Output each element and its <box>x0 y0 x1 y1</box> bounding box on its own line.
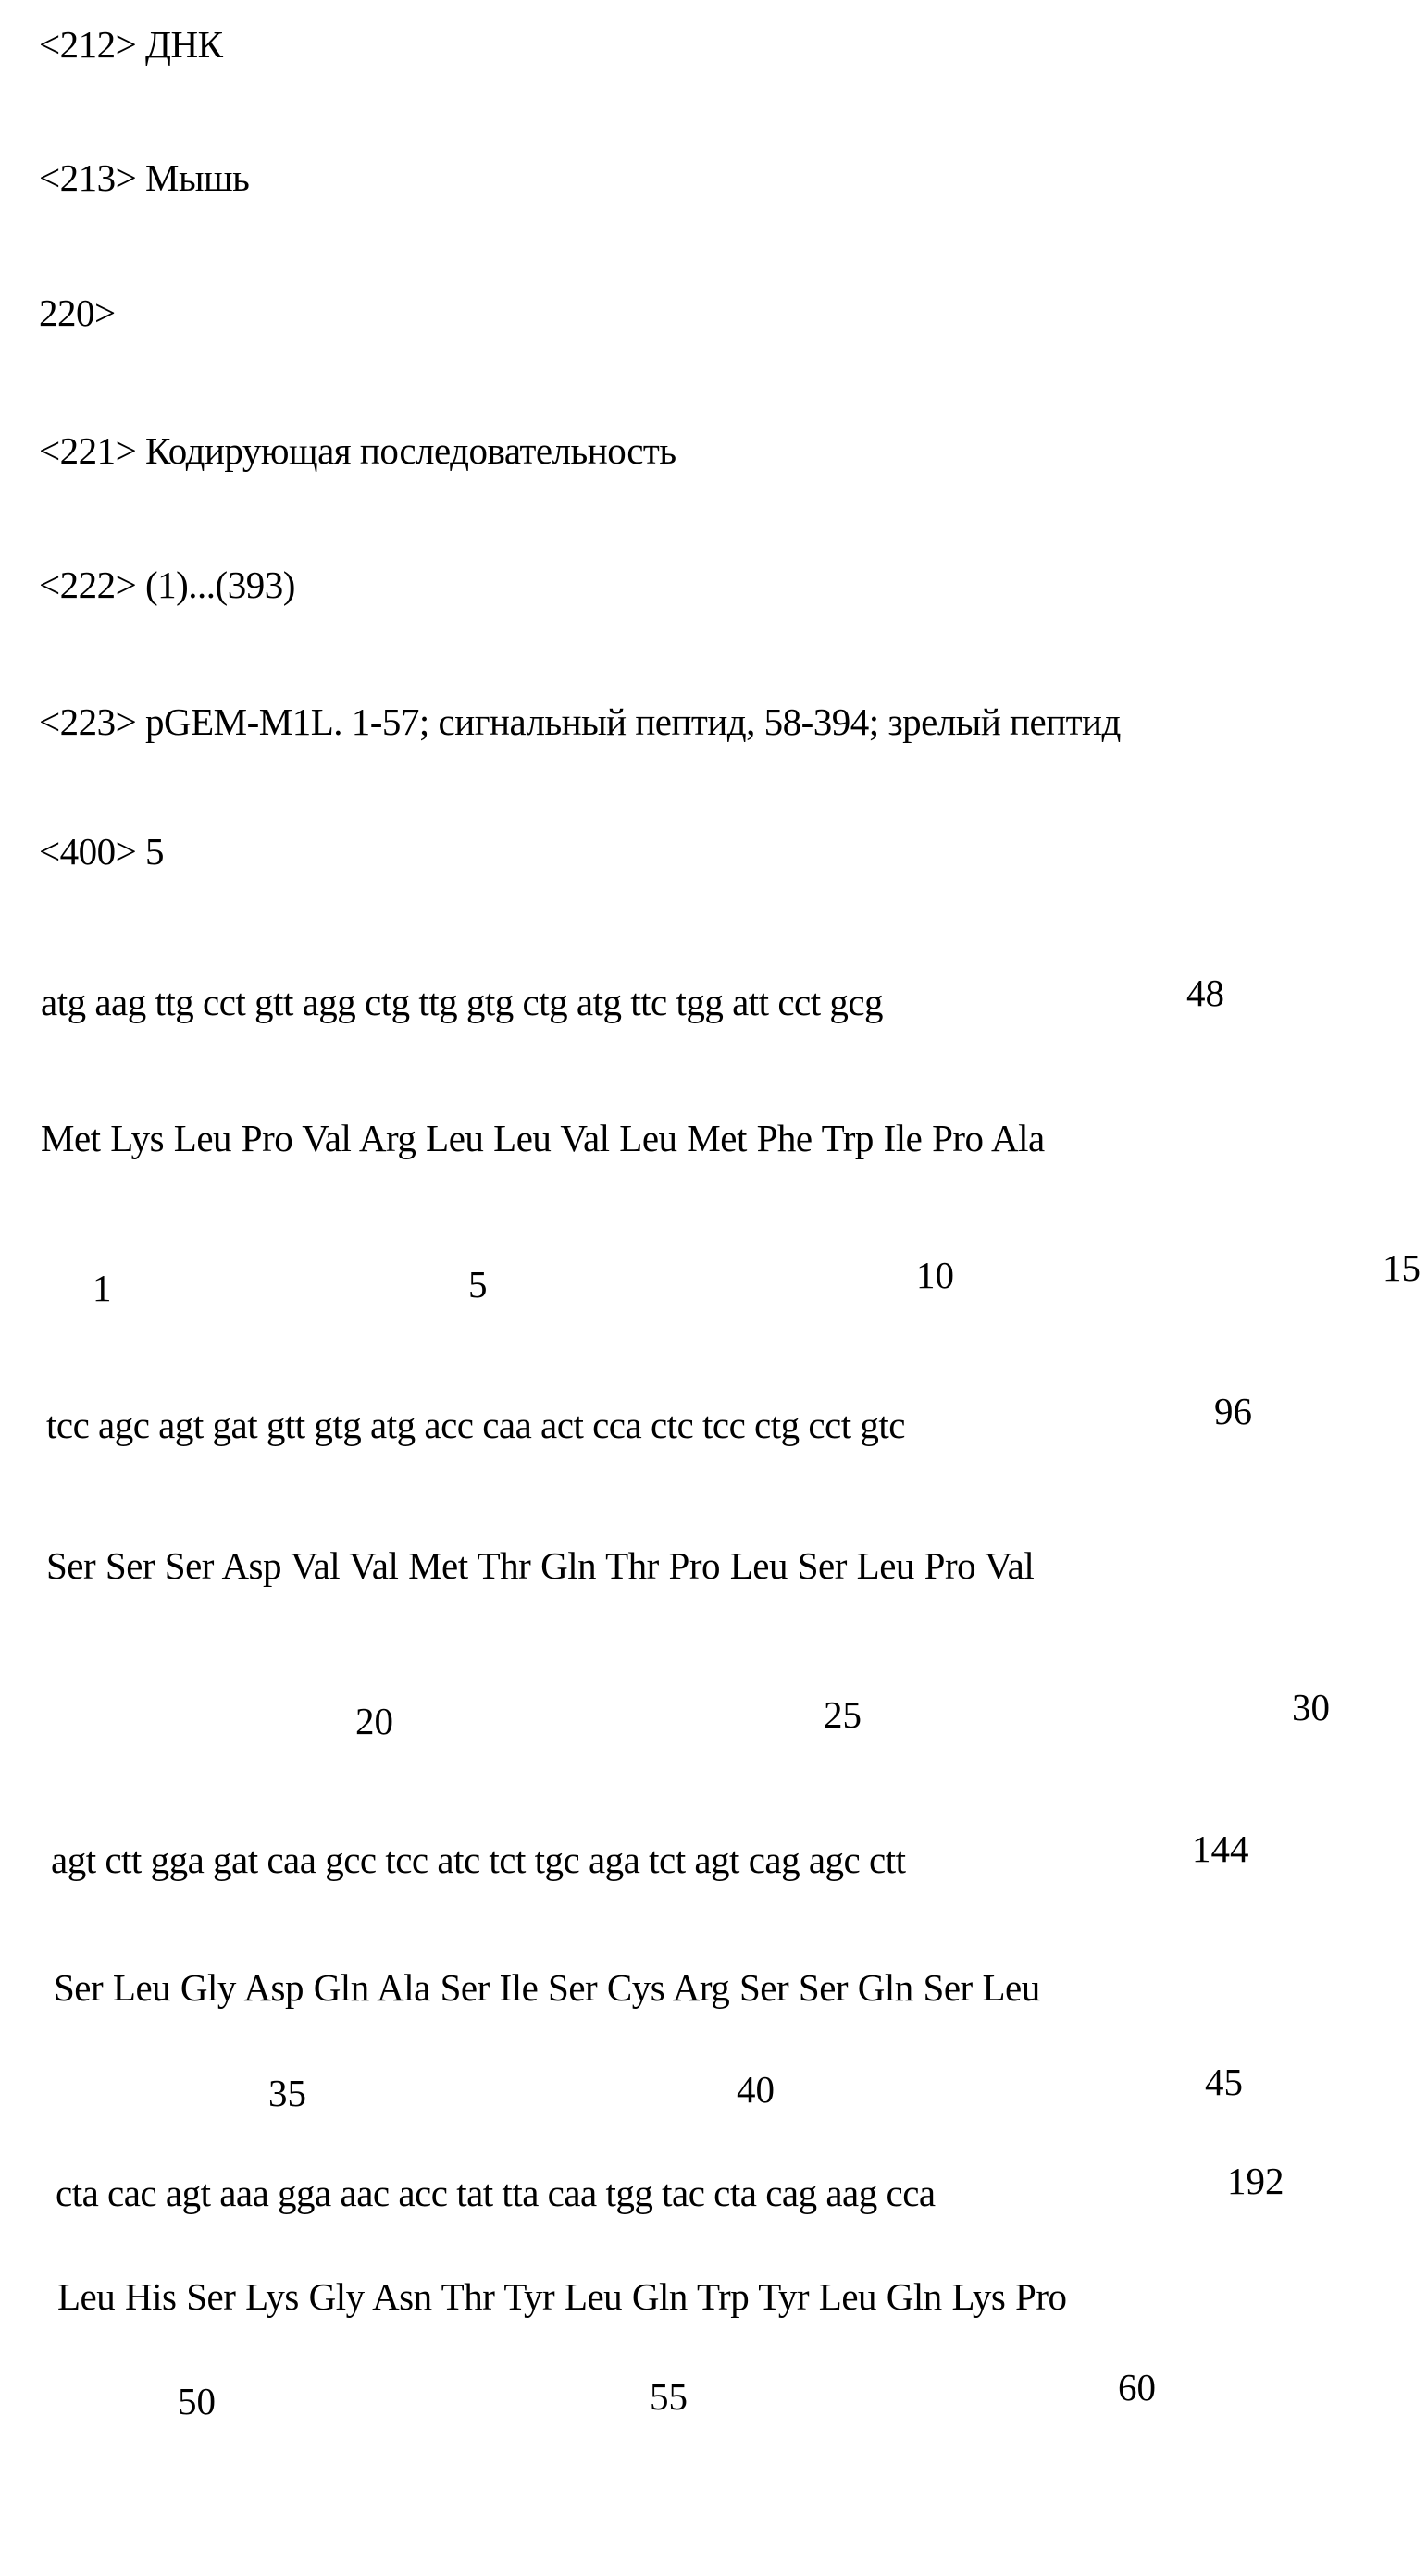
dna-position-number: 144 <box>1192 1827 1249 1870</box>
residue-ruler-number: 30 <box>1292 1686 1330 1728</box>
field-221-feature-name: <221> Кодирующая последовательность <box>39 429 676 472</box>
dna-sequence-line: tcc agc agt gat gtt gtg atg acc caa act cca ctc tcc ctg cct gtc <box>46 1404 905 1446</box>
field-220-feature: 220> <box>39 291 116 334</box>
field-400-sequence-id: <400> 5 <box>39 830 164 873</box>
field-222-location: <222> (1)...(393) <box>39 564 295 606</box>
residue-ruler-number: 50 <box>178 2380 216 2422</box>
protein-sequence-line: Met Lys Leu Pro Val Arg Leu Leu Val Leu Met Phe Trp Ile Pro Ala <box>41 1117 1045 1159</box>
residue-ruler-number: 60 <box>1118 2366 1156 2409</box>
residue-ruler-number: 5 <box>468 1263 488 1306</box>
residue-ruler-number: 1 <box>93 1267 112 1309</box>
dna-position-number: 192 <box>1227 2160 1284 2202</box>
dna-sequence-line: agt ctt gga gat caa gcc tcc atc tct tgc aga tct agt cag agc ctt <box>51 1839 906 1881</box>
dna-sequence-line: atg aag ttg cct gtt agg ctg ttg gtg ctg atg ttc tgg att cct gcg <box>41 981 884 1023</box>
protein-sequence-line: Leu His Ser Lys Gly Asn Thr Tyr Leu Gln Trp Tyr Leu Gln Lys Pro <box>57 2275 1067 2318</box>
protein-sequence-line: Ser Leu Gly Asp Gln Ala Ser Ile Ser Cys Arg Ser Ser Gln Ser Leu <box>54 1966 1040 2009</box>
residue-ruler-number: 15 <box>1383 1246 1421 1289</box>
field-213-organism: <213> Мышь <box>39 156 250 199</box>
residue-ruler-number: 20 <box>355 1700 393 1742</box>
residue-ruler-number: 40 <box>737 2068 775 2111</box>
residue-ruler-number: 35 <box>268 2072 306 2114</box>
field-212-molecule-type: <212> ДНК <box>39 23 223 66</box>
residue-ruler-number: 25 <box>824 1693 862 1736</box>
protein-sequence-line: Ser Ser Ser Asp Val Val Met Thr Gln Thr Pro Leu Ser Leu Pro Val <box>46 1544 1035 1587</box>
dna-position-number: 96 <box>1214 1390 1252 1432</box>
residue-ruler-number: 10 <box>916 1254 954 1296</box>
dna-sequence-line: cta cac agt aaa gga aac acc tat tta caa tgg tac cta cag aag cca <box>56 2172 936 2214</box>
residue-ruler-number: 55 <box>650 2375 688 2418</box>
residue-ruler-number: 45 <box>1205 2061 1243 2103</box>
field-223-other-info: <223> pGEM-M1L. 1-57; сигнальный пептид, 58-394; зрелый пептид <box>39 700 1121 743</box>
dna-position-number: 48 <box>1186 972 1224 1014</box>
